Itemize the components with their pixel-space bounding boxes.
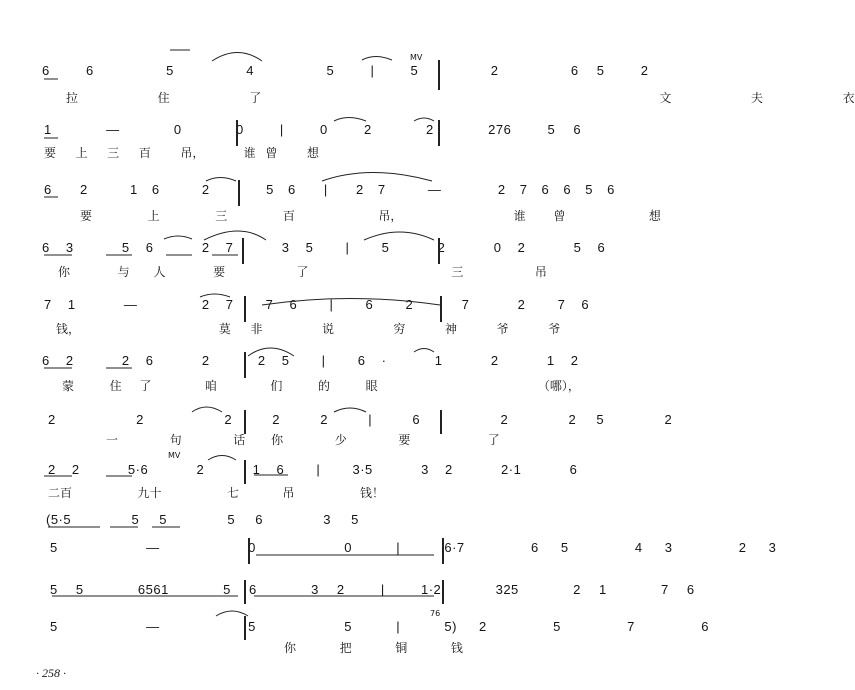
lyrics-system-12: 你 把 铜 钱 bbox=[284, 641, 463, 655]
lyrics-system-5: 钱， 莫 非 说 穷 神 爷 爷 bbox=[56, 322, 561, 336]
notes-system-5: 7 1 — 2 7 7 6 | 6 2 7 2 7 6 bbox=[44, 297, 590, 312]
notes-system-2: 1 — 0 0 | 0 2 2 276 5 6 bbox=[44, 122, 582, 137]
lyrics-system-6: 蒙 住 了 咱 们 的 眼 （哪）， bbox=[62, 379, 580, 393]
notes-system-3: 6 2 1 6 2 5 6 | 2 7 — 2 7 6 6 5 6 bbox=[44, 182, 615, 197]
lyrics-system-7: 一 句 话 你 少 要 了 bbox=[106, 433, 500, 447]
notes-system-10: 5 — 0 0 | 6·7 6 5 4 3 2 3 bbox=[50, 540, 777, 555]
ornament-76: 76 bbox=[430, 609, 441, 618]
notes-system-11: 5 5 6561 5 6 3 2 | 1·2 325 2 1 7 6 bbox=[50, 582, 695, 597]
lyrics-system-2: 要 上 三 百 吊， 谁 曾 想 bbox=[44, 146, 319, 160]
lyrics-system-4: 你 与 人 要 了 三 吊 bbox=[58, 265, 547, 279]
lyrics-system-1: 拉 住 了 文 夫 衣 bbox=[66, 91, 855, 105]
notes-system-8: 2 2 5·6 2 1 6 | 3·5 3 2 2·1 6 bbox=[48, 462, 578, 477]
notes-system-4: 6 3 5 6 2 7 3 5 | 5 2 0 2 5 6 bbox=[42, 240, 606, 255]
lyrics-system-8: 二百 九十 七 吊 钱！ bbox=[48, 486, 384, 500]
notes-system-6: 6 2 2 6 2 2 5 | 6 · 1 2 1 2 bbox=[42, 353, 579, 368]
notes-system-1: 6 6 5 4 5 | 5 2 6 5 2 bbox=[42, 63, 649, 78]
ornament-mv-top: MV bbox=[410, 53, 423, 62]
notes-system-9: (5·5 5 5 5 6 3 5 bbox=[46, 512, 359, 527]
notes-system-7: 2 2 2 2 2 | 6 2 2 5 2 bbox=[48, 412, 673, 427]
notes-system-12: 5 — 5 5 | 5) 2 5 7 6 bbox=[50, 619, 709, 634]
page-number: · 258 · bbox=[36, 666, 66, 680]
ornament-mv-mid: MV bbox=[168, 451, 181, 460]
lyrics-system-3: 要 上 三 百 吊， 谁 曾 想 bbox=[80, 209, 661, 223]
